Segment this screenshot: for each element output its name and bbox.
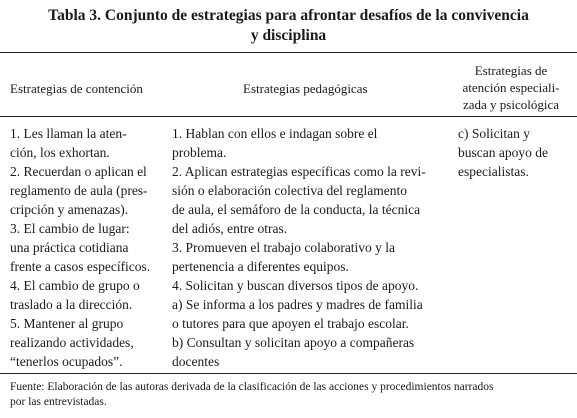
cell-line: ción, los exhortan. [10,145,110,160]
cell-line: 4. Solicitan y buscan diversos tipos de apoyo. [172,278,419,293]
cell-line: una práctica cotidiana [10,240,129,255]
cell-line: buscan apoyo de [458,145,548,160]
header-pedagogicas: Estrategias pedagógicas [243,81,368,96]
cell-line: c) Solicitan y [458,126,530,141]
cell-line: 2. Aplican estrategias específicas como la revi- [172,164,426,179]
cell-line: frente a casos específicos. [10,259,151,274]
table-footnote [10,380,570,410]
cell-line: 5. Mantener al grupo [10,316,124,331]
table-title-line: y disciplina [250,27,327,44]
cell-line: 4. El cambio de grupo o [10,278,140,293]
cell-line: especialistas. [458,164,529,179]
footnote-line: por las entrevistadas. [10,396,107,408]
header-rule [0,116,577,117]
column-contencion [10,124,168,371]
header-especializada-line: Estrategias de [474,63,548,78]
cell-line: a) Se informa a los padres y madres de familia [172,297,423,312]
cell-line: traslado a la dirección. [10,297,133,312]
cell-line: docentes [172,354,220,369]
cell-line: 3. El cambio de lugar: [10,221,130,236]
table-title [0,6,577,46]
cell-line: problema. [172,145,227,160]
cell-line: 2. Recuerdan o aplican el [10,164,147,179]
cell-line: 1. Les llaman la aten- [10,126,127,141]
cell-line: cripción y amenazas). [10,202,129,217]
cell-line: b) Consultan y solicitan apoyo a compañeras [172,335,415,350]
bottom-rule [0,373,577,374]
cell-line: o tutores para que apoyen el trabajo escolar. [172,316,409,331]
cell-line: realizando actividades, [10,335,134,350]
header-contencion: Estrategias de contención [10,81,143,96]
cell-line: del adiós, entre otras. [172,221,288,236]
cell-line: reglamento de aula (pres- [10,183,148,198]
table-title-line: Tabla 3. Conjunto de estrategias para afrontar desafíos de la convivencia [48,7,529,24]
cell-line: 1. Hablan con ellos e indagan sobre el [172,126,378,141]
top-rule [0,52,577,53]
cell-line: 3. Promueven el trabajo colaborativo y la [172,240,396,255]
cell-line: sión o elaboración colectiva del reglamento [172,183,408,198]
cell-line: de aula, el semáforo de la conducta, la técnica [172,202,421,217]
header-especializada-line: atención especiali- [462,80,560,95]
header-especializada [452,62,570,113]
column-pedagogicas [172,124,452,371]
header-especializada-line: zada y psicológica [462,97,559,112]
column-especializada [458,124,570,181]
cell-line: “tenerlos ocupados”. [10,354,123,369]
cell-line: pertenencia a diferentes equipos. [172,259,349,274]
footnote-line: Fuente: Elaboración de las autoras derivada de la clasificación de las acciones y procedimientos narrados [10,381,494,393]
